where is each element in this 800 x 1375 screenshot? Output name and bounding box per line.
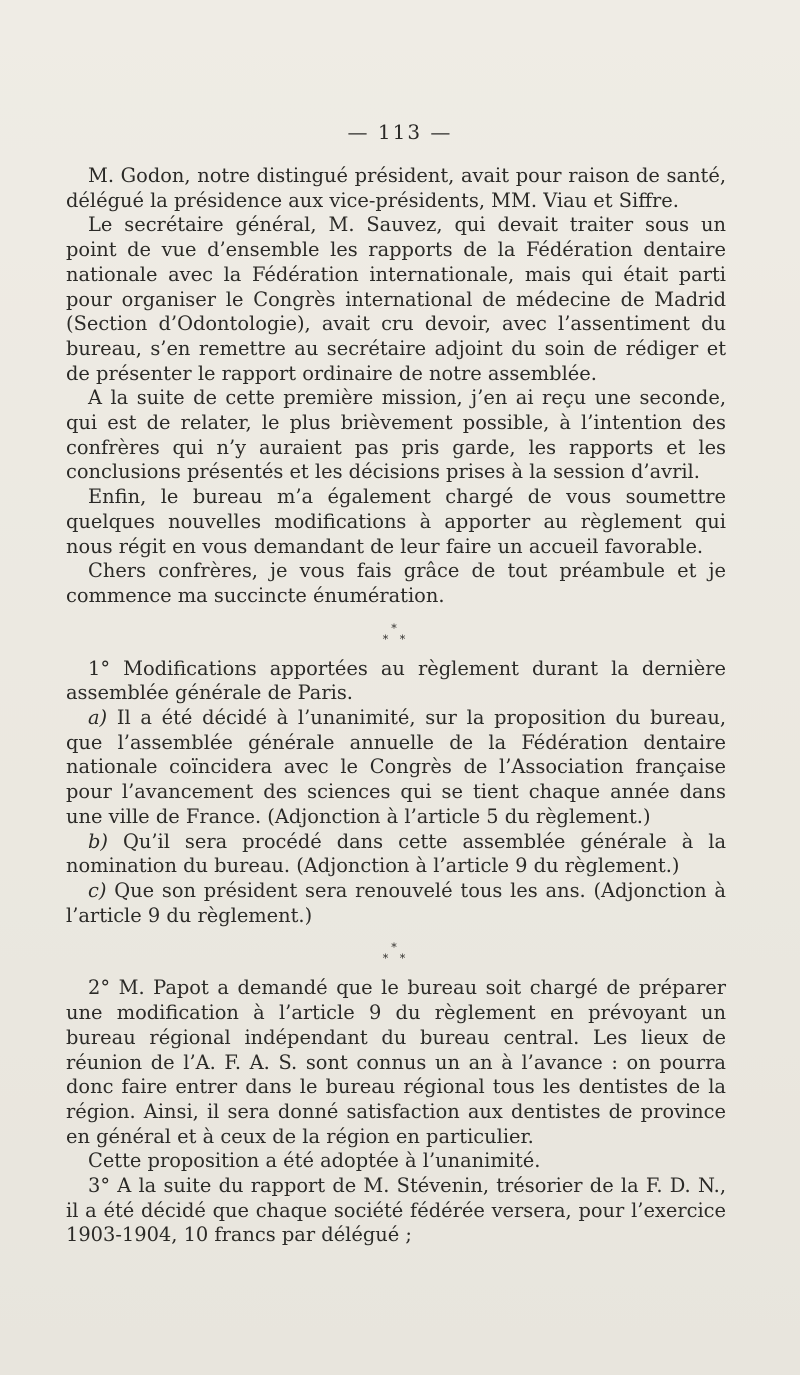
item-letter: c)	[88, 878, 107, 902]
asterism-star: *	[399, 952, 410, 966]
item-text: Que son président sera renouvelé tous les ans. (Adjonction à l’article 9 du règlement.)	[66, 878, 726, 927]
item-letter: b)	[88, 829, 108, 853]
section-heading: 1° Modifications apportées au règlement durant la dernière assemblée générale de Paris.	[66, 656, 726, 705]
paragraph: M. Godon, notre distingué président, avait pour raison de santé, délégué la présidence aux vice-présidents, MM. Viau et Siffre.	[66, 164, 726, 212]
asterism-star-row	[66, 953, 726, 964]
asterism-star: *	[391, 941, 401, 955]
page-number: — 113 —	[347, 120, 453, 144]
asterism-separator	[66, 623, 726, 645]
body-text	[66, 164, 726, 1248]
asterism-star: *	[382, 952, 393, 966]
list-item	[66, 879, 726, 928]
asterism-star: *	[391, 621, 401, 635]
item-text: Il a été décidé à l’unanimité, sur la proposition du bureau, que l’assemblée générale annuelle de la Fédération dentaire nationale coïncidera avec le Congrès de l’Association française pour l’avancement des sciences qui se tient chaque année dans une ville de France. (Adjonction à l’article 5 du règlement.)	[66, 706, 726, 828]
asterism-star: *	[382, 632, 393, 646]
paragraph: Le secrétaire général, M. Sauvez, qui devait traiter sous un point de vue d’ensemble les rapports de la Fédération dentaire nationale avec la Fédération internationale, mais qui était parti pour organiser le Congrès international de médecine de Madrid (Section d’Odontologie), avait cru devoir, avec l’assentiment du bureau, s’en remettre au secrétaire adjoint du soin de rédiger et de présenter le rapport ordinaire de notre assemblée.	[66, 213, 726, 385]
asterism-star-row	[66, 634, 726, 645]
asterism-star: *	[399, 632, 410, 646]
paragraph: Chers confrères, je vous fais grâce de tout préambule et je commence ma succincte énumération.	[66, 559, 726, 607]
list-item	[66, 830, 726, 879]
paragraph: 3° A la suite du rapport de M. Stévenin, trésorier de la F. D. N., il a été décidé que chaque société fédérée versera, pour l’exercice 1903-1904, 10 francs par délégué ;	[66, 1174, 726, 1247]
list-item	[66, 706, 726, 830]
item-text: Qu’il sera procédé dans cette assemblée générale à la nomination du bureau. (Adjonction à l’article 9 du règlement.)	[66, 829, 726, 878]
paragraph: Cette proposition a été adoptée à l’unanimité.	[88, 1149, 541, 1173]
item-letter: a)	[88, 706, 108, 730]
asterism-separator	[66, 942, 726, 964]
paragraph: A la suite de cette première mission, j’en ai reçu une seconde, qui est de relater, le plus brièvement possible, à l’intention des confrères qui n’y auraient pas pris garde, les rapports et les conclusions présentés et les décisions prises à la session d’avril.	[66, 386, 726, 484]
paragraph: 2° M. Papot a demandé que le bureau soit chargé de préparer une modification à l’article 9 du règlement en prévoyant un bureau régional indépendant du bureau central. Les lieux de réunion de l’A. F. A. S. sont connus un an à l’avance : on pourra donc faire entrer dans le bureau régional tous les dentistes de la région. Ainsi, il sera donné satisfaction aux dentistes de province en général et à ceux de la région en particulier.	[66, 976, 726, 1148]
paragraph: Enfin, le bureau m’a également chargé de vous soumettre quelques nouvelles modifications à apporter au règlement qui nous régit en vous demandant de leur faire un accueil favorable.	[66, 485, 726, 558]
